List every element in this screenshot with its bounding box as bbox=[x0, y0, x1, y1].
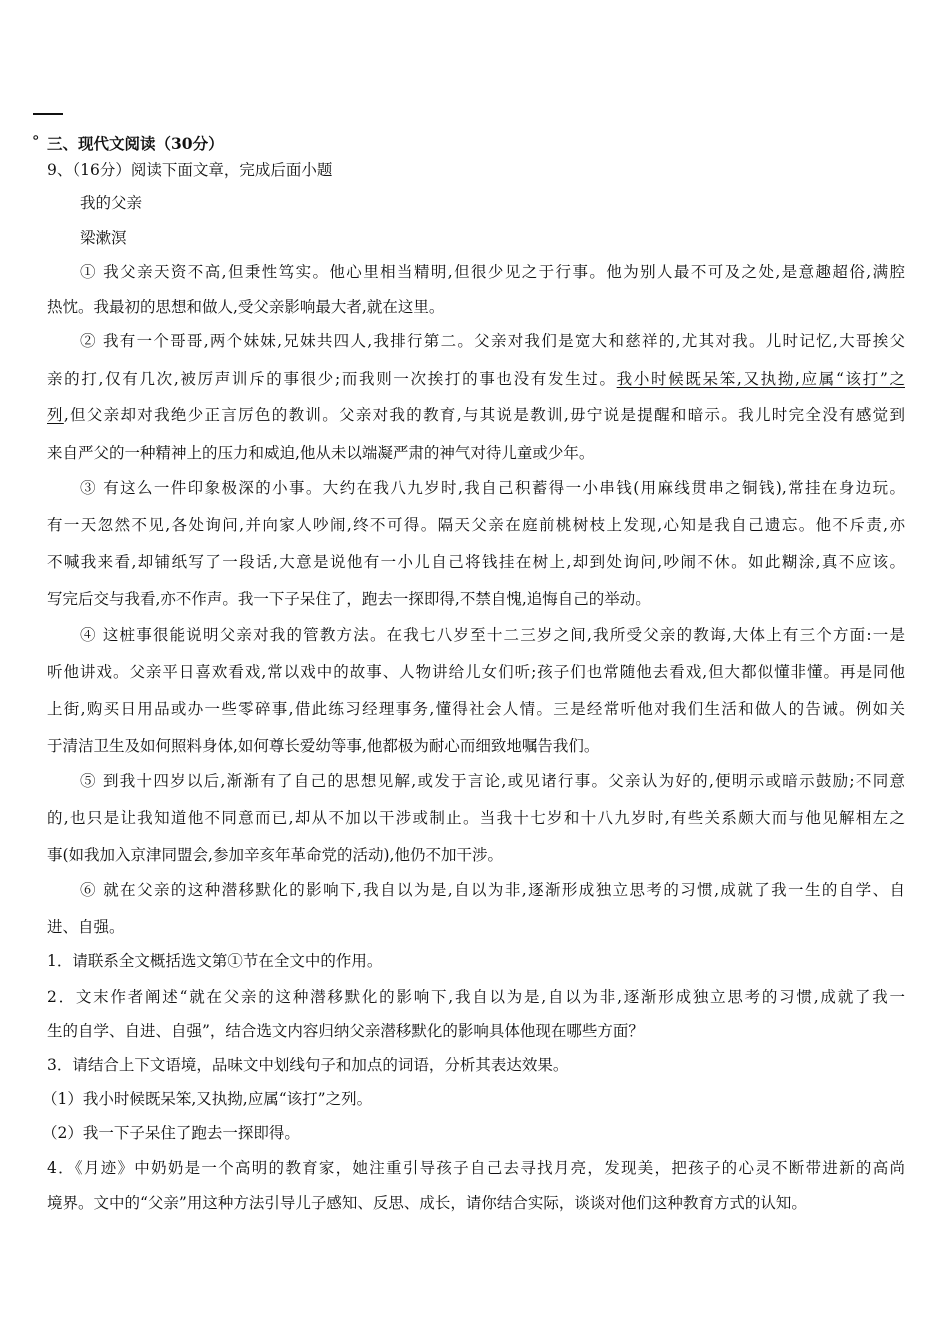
blank-line bbox=[33, 113, 63, 115]
previous-tail-period: 。 bbox=[33, 124, 49, 142]
paragraph-3-line-2: 有一天忽然不见,各处询问,并向家人吵闹,终不可得。隔天父亲在庭前桃树枝上发现,心知是我自己遗忘。他不斥责,亦 bbox=[47, 516, 905, 534]
paragraph-5-line-1: ⑤ 到我十四岁以后,渐渐有了自己的思想见解,或发于言论,或见诸行事。父亲认为好的,便明示或暗示鼓励;不同意 bbox=[80, 772, 905, 790]
paragraph-6-line-1: ⑥ 就在父亲的这种潜移默化的影响下,我自以为是,自以为非,逐渐形成独立思考的习惯,成就了我一生的自学、自 bbox=[80, 881, 905, 899]
paragraph-4-line-1: ④ 这桩事很能说明父亲对我的管教方法。在我七八岁至十二三岁之间,我所受父亲的教诲,大体上有三个方面:一是 bbox=[80, 626, 905, 644]
article-author: 梁漱溟 bbox=[80, 229, 127, 247]
paragraph-4-line-2: 听他讲戏。父亲平日喜欢看戏,常以戏中的故事、人物讲给儿女们听;孩子们也常随他去看戏,但大都似懂非懂。再是同他 bbox=[47, 663, 905, 681]
paragraph-1-line-2: 热忱。我最初的思想和做人,受父亲影响最大者,就在这里。 bbox=[47, 298, 445, 316]
paragraph-2-line-2-text: 亲的打,仅有几次,被厉声训斥的事很少;而我则一次挨打的事也没有发生过。 bbox=[47, 370, 617, 388]
question-2-line-2: 生的自学、自进、自强”，结合选文内容归纳父亲潜移默化的影响具体他现在哪些方面？ bbox=[47, 1022, 644, 1040]
paragraph-3-line-3: 不喊我来看,却铺纸写了一段话,大意是说他有一小儿自己将钱挂在树上,却到处询问,吵闹不休。如此糊涂,真不应该。 bbox=[47, 553, 905, 571]
question-2-line-1: 2．文末作者阐述“就在父亲的这种潜移默化的影响下,我自以为是,自以为非,逐渐形成独立思考的习惯,成就了我一 bbox=[47, 988, 905, 1006]
paragraph-4-line-4: 于清洁卫生及如何照料身体,如何尊长爱幼等事,他都极为耐心而细致地嘱告我们。 bbox=[47, 737, 600, 755]
paragraph-3-line-4: 写完后交与我看,亦不作声。我一下子呆住了，跑去一探即得,不禁自愧,追悔自己的举动。 bbox=[47, 590, 651, 608]
underlined-sentence-part-1: 我小时候既呆笨,又执拗,应属“该打”之 bbox=[616, 370, 905, 388]
article-title: 我的父亲 bbox=[80, 194, 143, 212]
paragraph-2-line-3 bbox=[47, 405, 905, 425]
question-9-intro: 9、（16分）阅读下面文章，完成后面小题 bbox=[47, 161, 333, 179]
paragraph-3-line-1: ③ 有这么一件印象极深的小事。大约在我八九岁时,我自己积蓄得一小串钱(用麻线贯串之铜钱),常挂在身边玩。 bbox=[80, 479, 905, 497]
paragraph-6-line-2: 进、自强。 bbox=[47, 918, 125, 936]
paragraph-5-line-3: 事(如我加入京津同盟会,参加辛亥年革命党的活动),他仍不加干涉。 bbox=[47, 846, 503, 864]
paragraph-2-line-1: ② 我有一个哥哥,两个妹妹,兄妹共四人,我排行第二。父亲对我们是宽大和慈祥的,尤其对我。儿时记忆,大哥挨父 bbox=[80, 332, 905, 350]
section-title: 三、现代文阅读（30分） bbox=[47, 134, 224, 153]
underlined-sentence-part-2: 列 bbox=[47, 406, 64, 424]
question-3-item-2: （2）我一下子呆住了跑去一探即得。 bbox=[42, 1124, 300, 1142]
paragraph-2-line-2 bbox=[47, 369, 905, 389]
question-3: 3．请结合上下文语境，品味文中划线句子和加点的词语，分析其表达效果。 bbox=[47, 1056, 569, 1074]
paragraph-1-line-1: ① 我父亲天资不高,但秉性笃实。他心里相当精明,但很少见之于行事。他为别人最不可及之处,是意趣超俗,满腔 bbox=[80, 263, 905, 281]
question-4-line-2: 境界。文中的“父亲”用这种方法引导儿子感知、反思、成长，请你结合实际，谈谈对他们这种教育方式的认知。 bbox=[47, 1194, 807, 1212]
paragraph-2-line-3-text: ,但父亲却对我绝少正言厉色的教训。父亲对我的教育,与其说是教训,毋宁说是提醒和暗示。我儿时完全没有感觉到 bbox=[63, 406, 905, 424]
question-1: 1．请联系全文概括选文第①节在全文中的作用。 bbox=[47, 952, 383, 970]
question-4-line-1: 4．《月迹》中奶奶是一个高明的教育家，她注重引导孩子自己去寻找月亮，发现美，把孩子的心灵不断带进新的高尚 bbox=[47, 1159, 905, 1177]
paragraph-4-line-3: 上街,购买日用品或办一些零碎事,借此练习经理事务,懂得社会人情。三是经常听他对我们生活和做人的告诫。例如关 bbox=[47, 700, 905, 718]
paragraph-5-line-2: 的,也只是让我知道他不同意而已,却从不加以干涉或制止。当我十七岁和十八九岁时,有些关系颇大而与他见解相左之 bbox=[47, 809, 905, 827]
previous-answer-blank bbox=[33, 104, 73, 142]
paragraph-2-line-4: 来自严父的一种精神上的压力和威迫,他从未以端凝严肃的神气对待儿童或少年。 bbox=[47, 444, 595, 462]
question-3-item-1: （1）我小时候既呆笨,又执拗,应属“该打”之列。 bbox=[42, 1090, 373, 1108]
